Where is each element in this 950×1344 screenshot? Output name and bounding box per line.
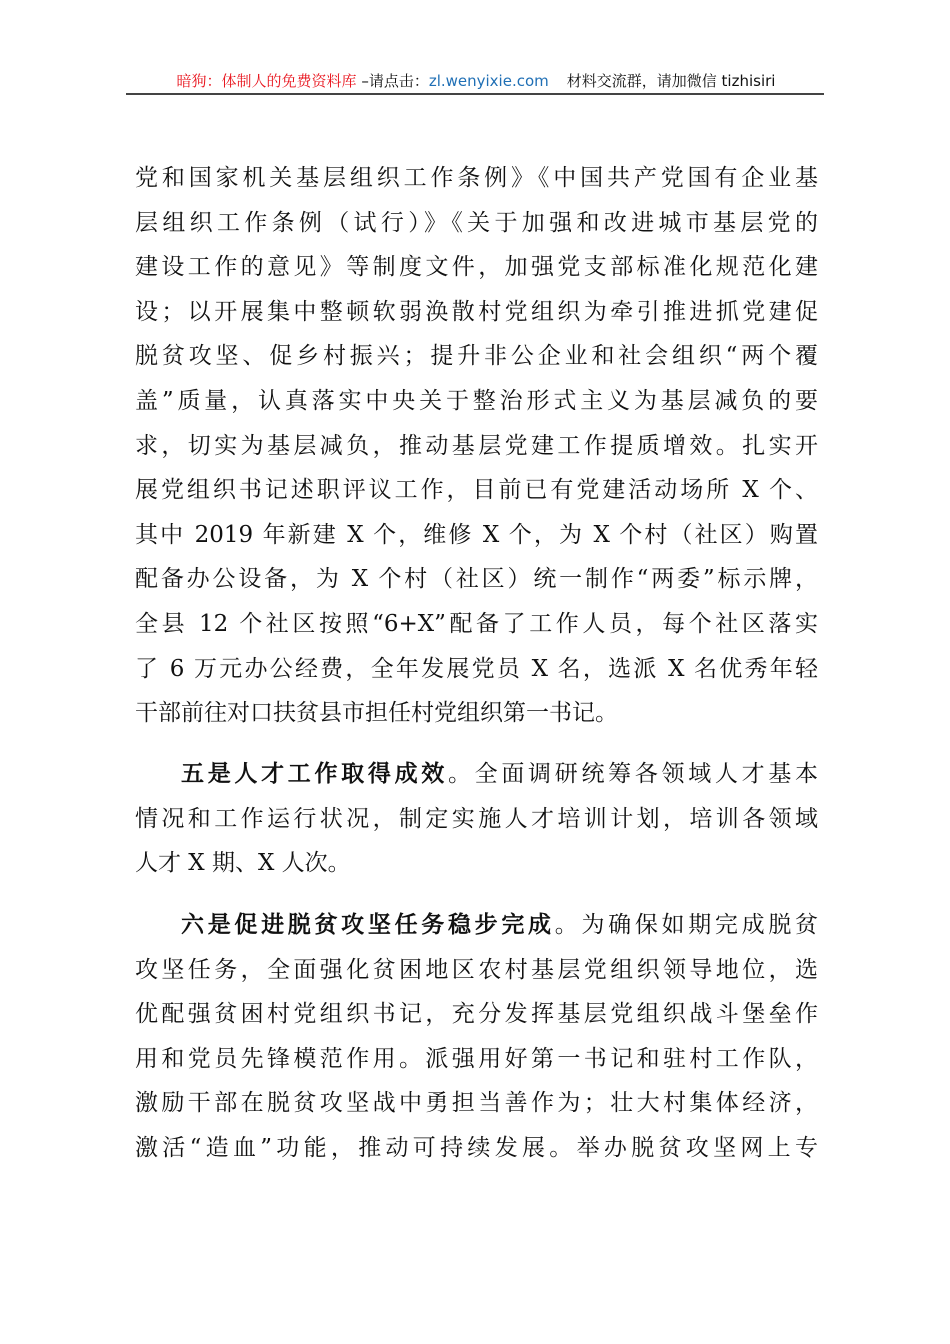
text-line: 人才 X 期、X 人次。	[135, 850, 351, 877]
text-line	[135, 903, 818, 948]
text-line: 建设工作的意见》等制度文件，加强党支部标准化规范化建	[135, 254, 818, 281]
text-line: 求，切实为基层减负，推动基层党建工作提质增效。扎实开	[135, 432, 818, 459]
text-line: 层组织工作条例（试行）》《关于加强和改进城市基层党的	[135, 209, 818, 236]
text-line: 情况和工作运行状况，制定实施人才培训计划，培训各领域	[135, 805, 818, 832]
text-line: 设；以开展集中整顿软弱涣散村党组织为牵引推进抓党建促	[135, 298, 818, 325]
header-divider	[126, 93, 824, 95]
text-line: 展党组织书记述职评议工作，目前已有党建活动场所 X 个、	[135, 477, 818, 504]
header-promo: 暗狗：体制人的免费资料库	[176, 72, 357, 90]
paragraph-heading: 六是促进脱贫攻坚任务稳步完成	[181, 911, 555, 938]
paragraph-heading: 五是人才工作取得成效	[181, 760, 448, 787]
text-span: 。全面调研统筹各领域人才基本	[447, 761, 819, 787]
paragraph-talent-work	[135, 752, 818, 886]
text-line: 激励干部在脱贫攻坚战中勇担当善作为；壮大村集体经济，	[135, 1090, 818, 1117]
page-header	[128, 70, 824, 92]
text-line	[135, 752, 818, 797]
header-url-link[interactable]: zl.wenyixie.com	[428, 72, 549, 90]
paragraph-party-building	[135, 156, 818, 736]
header-contact: 材料交流群，请加微信 tizhisiri	[566, 72, 776, 90]
text-line: 配备办公设备，为 X 个村（社区）统一制作“两委”标示牌，	[135, 566, 818, 593]
text-line: 优配强贫困村党组织书记，充分发挥基层党组织战斗堡垒作	[135, 1001, 818, 1028]
text-line: 攻坚任务，全面强化贫困地区农村基层党组织领导地位，选	[135, 956, 818, 983]
text-span: 。为确保如期完成脱贫	[554, 912, 819, 938]
text-line: 干部前往对口扶贫县市担任村党组织第一书记。	[135, 700, 618, 727]
text-line: 用和党员先锋模范作用。派强用好第一书记和驻村工作队，	[135, 1045, 818, 1072]
text-line: 盖”质量，认真落实中央关于整治形式主义为基层减负的要	[135, 387, 818, 414]
text-line: 党和国家机关基层组织工作条例》《中国共产党国有企业基	[135, 165, 818, 191]
text-line: 其中 2019 年新建 X 个，维修 X 个，为 X 个村（社区）购置	[135, 521, 818, 548]
text-line: 了 6 万元办公经费，全年发展党员 X 名，选派 X 名优秀年轻	[135, 655, 818, 682]
text-line: 激活“造血”功能，推动可持续发展。举办脱贫攻坚网上专	[135, 1134, 818, 1161]
paragraph-poverty-alleviation	[135, 903, 818, 1171]
header-click: –请点击：	[356, 72, 429, 90]
text-line: 全县 12 个社区按照“6+X”配备了工作人员，每个社区落实	[135, 610, 818, 637]
text-line: 脱贫攻坚、促乡村振兴；提升非公企业和社会组织“两个覆	[135, 343, 818, 370]
